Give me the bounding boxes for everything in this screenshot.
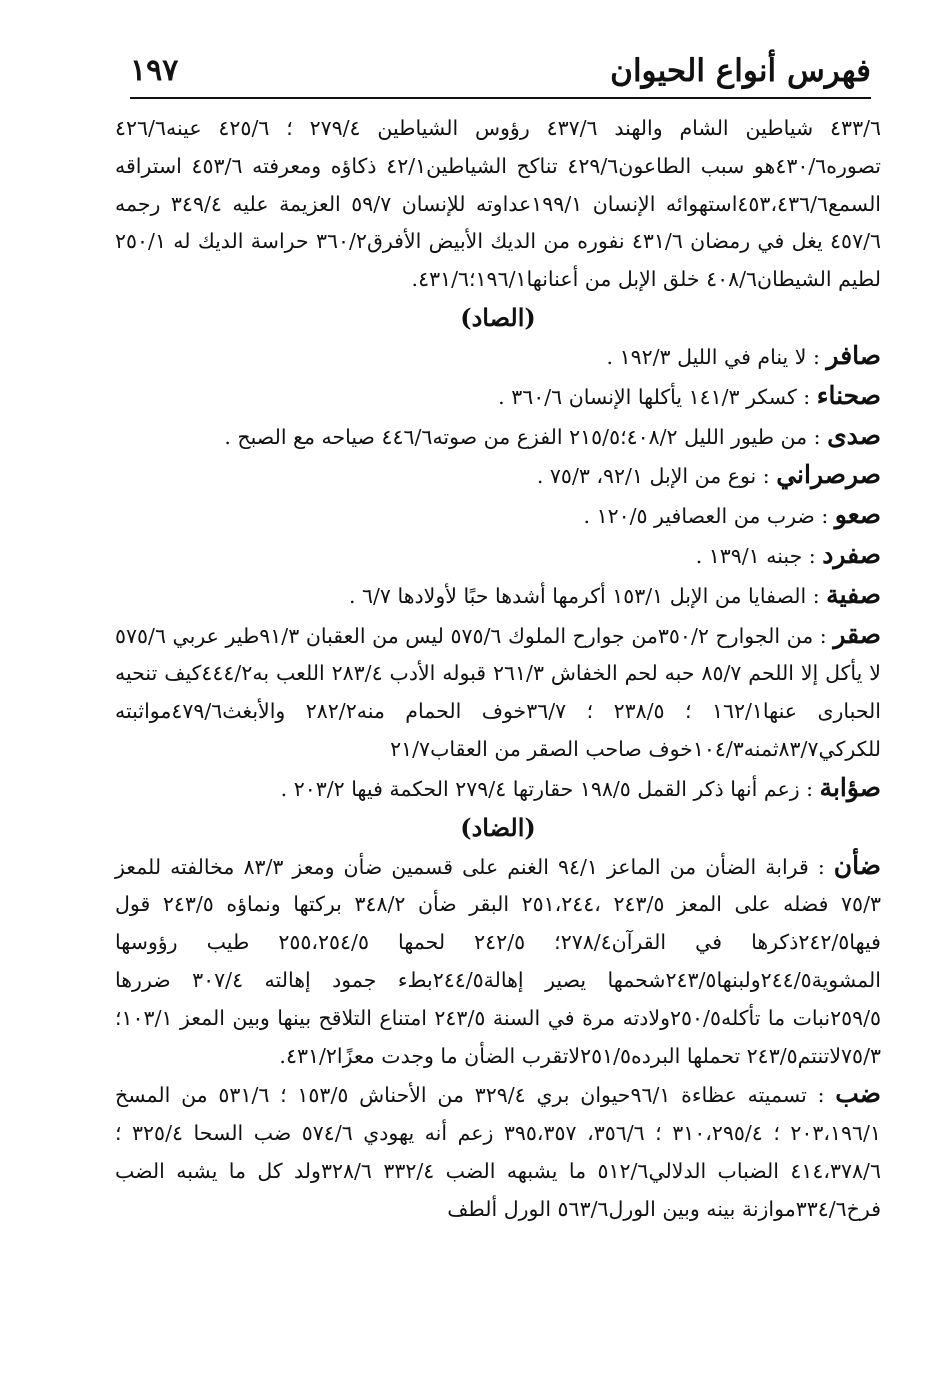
page-number: ١٩٧ xyxy=(130,53,179,88)
intro-paragraph: ٤٣٣/٦ شياطين الشام والهند ٤٣٧/٦ رؤوس الشياطين ٢٧٩/٤ ؛ ٤٢٥/٦ عينه٤٢٦/٦ تصوره٤٣٠/٦هو سبب الطاعون٤٢٩/٦ تناكح الشياطين٤٢/١ ذكاؤه ومعرفته ٤٥٣/٦ استراقه السمع٤٥٣،٤٣٦/٦استهوائه الإنسان ١٩٩/١عداوته للإنسان ٥٩/٧ العزيمة عليه ٣٤٩/٤ رجمه ٤٥٧/٦ يغل في رمضان ٤٣١/٦ نفوره من الديك الأبيض الأفرق٣٦٠/٢ حراسة الديك له ٢٥٠/١ لطيم الشيطان٤٠٨/٦ خلق الإبل من أعنانها١٩٦/١؛٤٣١/٦. xyxy=(115,116,882,292)
entry-text: : لا ينام في الليل ١٩٢/٣ . xyxy=(606,344,827,369)
section-heading-sad: (الصاد) xyxy=(460,302,536,332)
entry-text: : كسكر ١٤١/٣ يأكلها الإنسان ٣٦٠/٦ . xyxy=(498,384,817,409)
entry-su-aba xyxy=(115,769,881,809)
entry-term: ضأن xyxy=(833,850,881,880)
entry-safir xyxy=(115,337,881,377)
index-body xyxy=(115,110,881,1229)
entry-text: : نوع من الإبل ٩٢/١، ٧٥/٣ . xyxy=(536,464,777,489)
entry-text: : من طيور الليل ٤٠٨/٢؛٢١٥/٥ الفزع من صوته٤٤٦/٦ صياحه مع الصبح . xyxy=(224,424,828,449)
entry-sada xyxy=(115,417,881,457)
entry-sifrid xyxy=(115,536,881,576)
entry-text: : الصفايا من الإبل ١٥٣/١ أكرمها أشدها حبًا لأولادها ٦/٧ . xyxy=(348,583,827,608)
entry-term: صفية xyxy=(826,579,881,609)
header-rule xyxy=(130,97,871,99)
entry-text: : تسميته عظاءة ٩٦/١حيوان بري ٣٢٩/٤ من الأحناش ١٥٣/٥ ؛ ٥٣١/٦ من المسخ ٢٠٣،١٩٦/١ ؛ ٣١٠،٢٩٥/٤ ؛ ٣٥٦/٦، ٣٩٥،٣٥٧ زعم أنه يهودي ٥٧٤/٦ ضب السحا ٣٢٥/٤ ؛ ٤١٤،٣٧٨/٦ الضباب الدلالي٥١٢/٦ ما يشبهه الضب ٣٣٢/٤ ٣٢٨/٦ولد كل ما يشبه الضب فرخ٣٣٤/٦موازنة بينه وبين الورل٥٦٣/٦ الورل ألطف xyxy=(115,1083,881,1221)
entry-term: صحناء xyxy=(816,380,881,410)
entry-text: : من الجوارح ٣٥٠/٢من جوارح الملوك ٥٧٥/٦ ليس من العقبان ٩١/٣طير عربي ٥٧٥/٦ لا يأكل إلا اللحم ٨٥/٧ حبه لحم الخفاش ٢٦١/٣ قبوله الأدب ٢٨٣/٤ اللعب به٤٤٤/٢كيف تنحيه الحبارى عنها١٦٢/١ ؛ ٢٣٨/٥ ؛ ٣٦/٧خوف الحمام منه٢٨٢/٢ والأبغث٤٧٩/٦مواثبته للكركي٨٣/٧ثمنه١٠٤/٣خوف صاحب الصقر من العقاب٢١/٧ xyxy=(115,623,881,761)
page-header xyxy=(130,48,871,94)
entry-term: صرصراني xyxy=(776,460,881,490)
entry-safiyya xyxy=(115,576,881,616)
entry-term: صؤابة xyxy=(819,772,881,802)
entry-sarsarani xyxy=(115,456,881,496)
entry-text: : جبنه ١٣٩/١ . xyxy=(695,543,823,568)
entry-text: : قرابة الضأن من الماعز ٩٤/١ الغنم على قسمين ضأن ومعز ٨٣/٣ مخالفته للمعز ٧٥/٣ فضله على المعز ٢٤٣/٥ ،٢٥١،٢٤٤ البقر ضأن ٣٤٨/٢ بركتها ونماؤه ٢٤٣/٥ قول فيها٢٤٢/٥ذكرها في القرآن٢٧٨/٤؛ ٢٤٢/٥ لحمها ٢٥٥،٢٥٤/٥ طيب رؤوسها المشوية٢٤٤/٥ولبنها٢٤٣/٥شحمها يصير إهالة٢٤٤/٥بطء جمود إهالته ٣٠٧/٤ ضررها ٢٥٩/٥نبات ما تأكله٢٥٠/٥ولادته مرة في السنة ٢٤٣/٥ امتناع التلاقح بينها وبين المعز ١٠٣/١؛٧٥/٣لاتنتم٢٤٣/٥ تحملها البرده٢٥١/٥لاتقرب الضأن ما وجدت معزًا٤٣١/٢. xyxy=(115,854,882,1068)
entry-saqr xyxy=(115,616,881,769)
entry-sa-w xyxy=(115,496,881,536)
section-heading-dad: (الضاد) xyxy=(460,812,536,842)
entry-term: صقر xyxy=(833,619,881,649)
entry-da-n xyxy=(115,847,881,1076)
entry-text: : زعم أنها ذكر القمل ١٩٨/٥ حقارتها ٢٧٩/٤ الحكمة فيها ٢٠٣/٢ . xyxy=(280,776,820,801)
entry-text: : ضرب من العصافير ١٢٠/٥ . xyxy=(583,504,835,529)
entry-term: صعو xyxy=(834,500,881,530)
entry-term: صدى xyxy=(827,420,881,450)
entry-sahna xyxy=(115,377,881,417)
entry-dabb xyxy=(115,1075,881,1228)
entry-term: صافر xyxy=(826,340,881,370)
entry-term: صفرد xyxy=(822,539,881,569)
entry-term: ضب xyxy=(835,1079,882,1109)
running-title: فهرس أنواع الحيوان xyxy=(610,53,871,89)
